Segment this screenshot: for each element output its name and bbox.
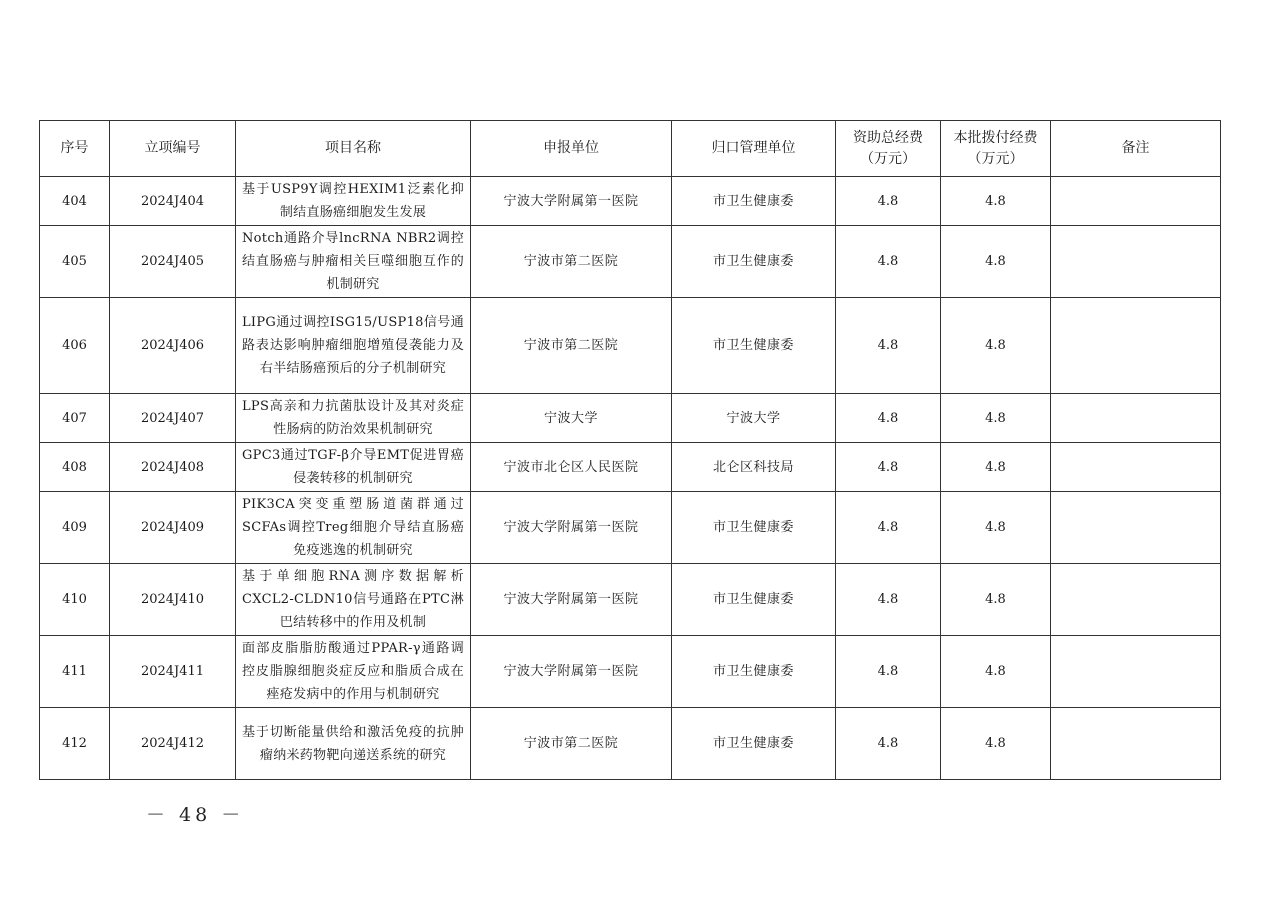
cell-total: 4.8: [836, 636, 941, 708]
cell-unit: 宁波市第二医院: [471, 226, 672, 298]
cell-batch: 4.8: [941, 394, 1051, 443]
cell-code: 2024J408: [110, 443, 236, 492]
cell-name: 基于USP9Y调控HEXIM1泛素化抑制结直肠癌细胞发生发展: [236, 177, 471, 226]
header-total: [836, 121, 941, 177]
cell-name: 面部皮脂脂肪酸通过PPAR-γ通路调控皮脂腺细胞炎症反应和脂质合成在痤疮发病中的作用与机制研究: [236, 636, 471, 708]
header-unit: 申报单位: [471, 121, 672, 177]
table-row: [40, 492, 1221, 564]
cell-dept: 市卫生健康委: [672, 492, 836, 564]
table-row: [40, 636, 1221, 708]
cell-batch: 4.8: [941, 177, 1051, 226]
header-batch-unit: （万元）: [967, 150, 1024, 167]
cell-total: 4.8: [836, 492, 941, 564]
cell-note: [1051, 492, 1221, 564]
cell-batch: 4.8: [941, 564, 1051, 636]
cell-unit: 宁波大学附属第一医院: [471, 564, 672, 636]
cell-code: 2024J404: [110, 177, 236, 226]
table-row: [40, 708, 1221, 780]
cell-batch: 4.8: [941, 298, 1051, 394]
cell-dept: 市卫生健康委: [672, 298, 836, 394]
cell-seq: 410: [40, 564, 110, 636]
cell-batch: 4.8: [941, 636, 1051, 708]
cell-batch: 4.8: [941, 492, 1051, 564]
header-seq: 序号: [40, 121, 110, 177]
cell-dept: 市卫生健康委: [672, 636, 836, 708]
page-number: － 48 －: [146, 804, 245, 826]
table-row: [40, 298, 1221, 394]
cell-dept: 市卫生健康委: [672, 564, 836, 636]
header-total-unit: （万元）: [860, 150, 916, 167]
cell-seq: 411: [40, 636, 110, 708]
cell-note: [1051, 564, 1221, 636]
cell-code: 2024J410: [110, 564, 236, 636]
cell-name: LPS高亲和力抗菌肽设计及其对炎症性肠病的防治效果机制研究: [236, 394, 471, 443]
cell-note: [1051, 177, 1221, 226]
cell-dept: 市卫生健康委: [672, 708, 836, 780]
cell-dept: 宁波大学: [672, 394, 836, 443]
cell-code: 2024J405: [110, 226, 236, 298]
header-batch: [941, 121, 1051, 177]
cell-unit: 宁波大学: [471, 394, 672, 443]
cell-seq: 407: [40, 394, 110, 443]
cell-note: [1051, 636, 1221, 708]
header-note: 备注: [1051, 121, 1221, 177]
cell-code: 2024J406: [110, 298, 236, 394]
cell-unit: 宁波市北仑区人民医院: [471, 443, 672, 492]
header-name: 项目名称: [236, 121, 471, 177]
cell-seq: 409: [40, 492, 110, 564]
cell-seq: 408: [40, 443, 110, 492]
table-row: [40, 564, 1221, 636]
header-dept: 归口管理单位: [672, 121, 836, 177]
cell-name: Notch通路介导lncRNA NBR2调控结直肠癌与肿瘤相关巨噬细胞互作的机制研究: [236, 226, 471, 298]
cell-name: 基于切断能量供给和激活免疫的抗肿瘤纳米药物靶向递送系统的研究: [236, 708, 471, 780]
cell-unit: 宁波大学附属第一医院: [471, 636, 672, 708]
funding-table: [39, 120, 1221, 780]
cell-note: [1051, 443, 1221, 492]
cell-name: GPC3通过TGF-β介导EMT促进胃癌侵袭转移的机制研究: [236, 443, 471, 492]
cell-code: 2024J411: [110, 636, 236, 708]
cell-unit: 宁波市第二医院: [471, 708, 672, 780]
cell-total: 4.8: [836, 564, 941, 636]
cell-unit: 宁波大学附属第一医院: [471, 492, 672, 564]
table-row: [40, 226, 1221, 298]
cell-unit: 宁波大学附属第一医院: [471, 177, 672, 226]
cell-dept: 市卫生健康委: [672, 177, 836, 226]
cell-note: [1051, 298, 1221, 394]
cell-name: LIPG通过调控ISG15/USP18信号通路表达影响肿瘤细胞增殖侵袭能力及右半结肠癌预后的分子机制研究: [236, 298, 471, 394]
cell-total: 4.8: [836, 177, 941, 226]
cell-total: 4.8: [836, 394, 941, 443]
cell-batch: 4.8: [941, 226, 1051, 298]
cell-code: 2024J412: [110, 708, 236, 780]
cell-total: 4.8: [836, 226, 941, 298]
cell-name: 基于单细胞RNA测序数据解析CXCL2-CLDN10信号通路在PTC淋巴结转移中的作用及机制: [236, 564, 471, 636]
cell-seq: 405: [40, 226, 110, 298]
cell-total: 4.8: [836, 443, 941, 492]
header-batch-label: 本批拨付经费: [953, 129, 1038, 146]
cell-dept: 市卫生健康委: [672, 226, 836, 298]
table-row: [40, 394, 1221, 443]
cell-note: [1051, 226, 1221, 298]
table-header-row: [40, 121, 1221, 177]
cell-total: 4.8: [836, 708, 941, 780]
cell-code: 2024J407: [110, 394, 236, 443]
cell-code: 2024J409: [110, 492, 236, 564]
table-row: [40, 443, 1221, 492]
cell-seq: 406: [40, 298, 110, 394]
header-code: 立项编号: [110, 121, 236, 177]
cell-batch: 4.8: [941, 443, 1051, 492]
cell-dept: 北仑区科技局: [672, 443, 836, 492]
header-total-label: 资助总经费: [853, 129, 923, 146]
cell-total: 4.8: [836, 298, 941, 394]
table-row: [40, 177, 1221, 226]
cell-unit: 宁波市第二医院: [471, 298, 672, 394]
cell-name: PIK3CA突变重塑肠道菌群通过SCFAs调控Treg细胞介导结直肠癌免疫逃逸的机制研究: [236, 492, 471, 564]
cell-batch: 4.8: [941, 708, 1051, 780]
cell-note: [1051, 394, 1221, 443]
cell-note: [1051, 708, 1221, 780]
cell-seq: 404: [40, 177, 110, 226]
cell-seq: 412: [40, 708, 110, 780]
